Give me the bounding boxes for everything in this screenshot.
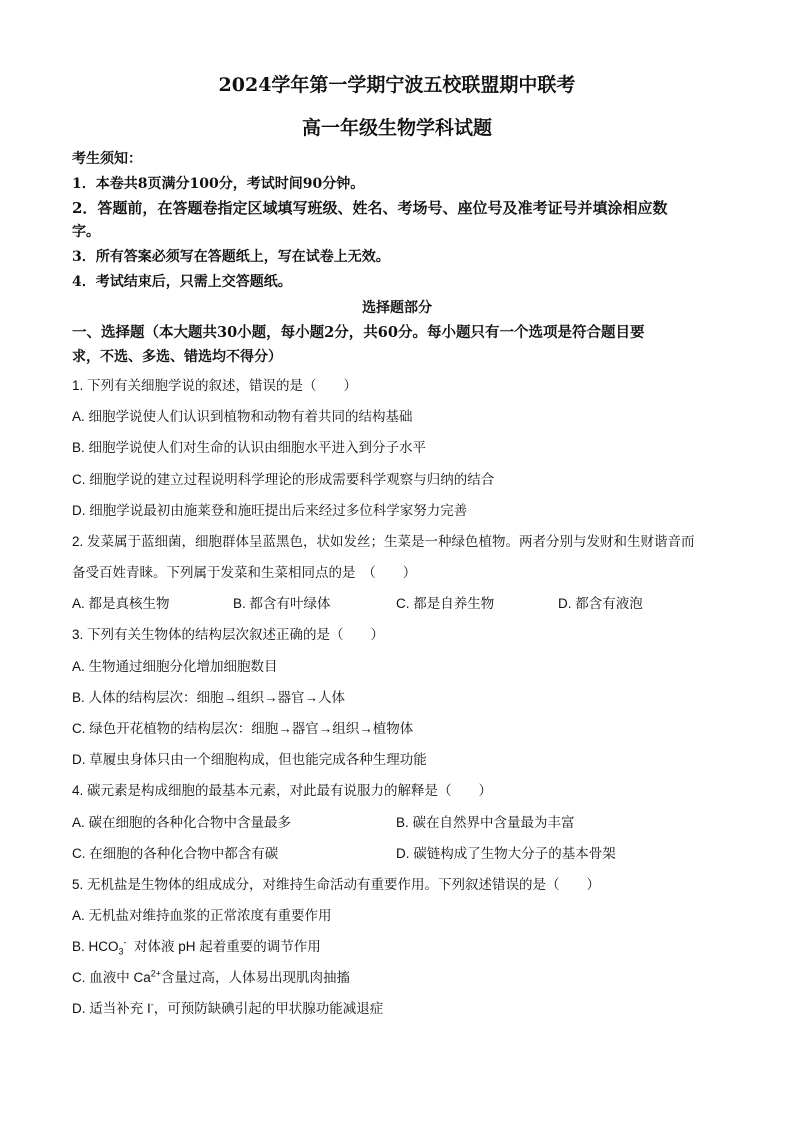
question-2-option-b: B. 都含有叶绿体 bbox=[233, 596, 331, 611]
question-4-stem: 4. 碳元素是构成细胞的最基本元素，对此最有说服力的解释是（ ） bbox=[72, 783, 493, 798]
question-1-stem: 1. 下列有关细胞学说的叙述，错误的是（ ） bbox=[72, 378, 358, 393]
question-5-option-b-subscript: 3 bbox=[118, 946, 124, 957]
question-5-option-c-superscript: 2+ bbox=[150, 968, 162, 979]
question-3-option-b: B. 人体的结构层次：细胞→组织→器官→人体 bbox=[72, 690, 346, 705]
exam-subtitle: 高一年级生物学科试题 bbox=[301, 117, 492, 139]
question-5-option-b bbox=[72, 935, 321, 957]
question-2-option-c: C. 都是自养生物 bbox=[396, 596, 495, 611]
question-1-option-a: A. 细胞学说使人们认识到植物和动物有着共同的结构基础 bbox=[72, 409, 413, 424]
question-5-option-c bbox=[72, 966, 350, 986]
question-2-option-a: A. 都是真核生物 bbox=[72, 596, 170, 611]
question-4-option-d: D. 碳链构成了生物大分子的基本骨架 bbox=[396, 846, 616, 861]
section-instruction-2: 求，不选、多选、错选均不得分） bbox=[72, 349, 282, 365]
notice-item-4: 4．考试结束后，只需上交答题纸。 bbox=[72, 274, 292, 290]
question-5-option-d-superscript: - bbox=[150, 999, 154, 1010]
question-1-option-d: D. 细胞学说最初由施莱登和施旺提出后来经过多位科学家努力完善 bbox=[72, 503, 468, 518]
question-1-option-c: C. 细胞学说的建立过程说明科学理论的形成需要科学观察与归纳的结合 bbox=[72, 472, 495, 487]
section-instruction-1: 一、选择题（本大题共30小题，每小题2分，共60分。每小题只有一个选项是符合题目要 bbox=[72, 324, 645, 341]
question-3-stem: 3. 下列有关生物体的结构层次叙述正确的是（ ） bbox=[72, 627, 385, 642]
question-5-option-c-text: 含量过高，人体易出现肌肉抽搐 bbox=[161, 970, 351, 985]
question-4-option-c: C. 在细胞的各种化合物中都含有碳 bbox=[72, 846, 279, 861]
question-5-option-d bbox=[72, 997, 383, 1017]
question-3-option-a: A. 生物通过细胞分化增加细胞数目 bbox=[72, 659, 278, 674]
question-5-option-d-prefix: D. 适当补充 I bbox=[72, 1001, 151, 1016]
question-3-option-d: D. 草履虫身体只由一个细胞构成，但也能完成各种生理功能 bbox=[72, 752, 427, 767]
exam-title: 2024学年第一学期宁波五校联盟期中联考 bbox=[218, 74, 576, 96]
question-5-option-d-text: ，可预防缺碘引起的甲状腺功能减退症 bbox=[153, 1001, 384, 1016]
question-5-option-a: A. 无机盐对维持血浆的正常浓度有重要作用 bbox=[72, 908, 332, 923]
question-1-option-b: B. 细胞学说使人们对生命的认识由细胞水平进入到分子水平 bbox=[72, 440, 427, 455]
section-title: 选择题部分 bbox=[362, 300, 432, 316]
question-3-option-c: C. 绿色开花植物的结构层次：细胞→器官→组织→植物体 bbox=[72, 721, 414, 736]
notice-item-3: 3．所有答案必须写在答题纸上，写在试卷上无效。 bbox=[72, 249, 390, 265]
question-2-stem-line-2: 备受百姓青睐。下列属于发菜和生菜相同点的是 （ ） bbox=[72, 565, 417, 580]
question-5-option-b-superscript: - bbox=[123, 937, 127, 948]
question-2-option-d: D. 都含有液泡 bbox=[558, 596, 643, 611]
notice-item-2: 2．答题前，在答题卷指定区域填写班级、姓名、考场号、座位号及准考证号并填涂相应数 bbox=[72, 199, 668, 217]
notice-heading: 考生须知： bbox=[72, 151, 142, 167]
notice-item-2-cont: 字。 bbox=[72, 224, 100, 240]
question-5-option-b-text: 对体液 pH 起着重要的调节作用 bbox=[126, 939, 321, 954]
question-2-stem-line-1: 2. 发菜属于蓝细菌，细胞群体呈蓝黑色，状如发丝；生菜是一种绿色植物。两者分别与发财和生财谐音而 bbox=[72, 534, 695, 549]
notice-item-1: 1．本卷共8页满分100分，考试时间90分钟。 bbox=[72, 176, 365, 192]
question-5-option-b-prefix: B. HCO bbox=[72, 939, 119, 954]
question-5-stem: 5. 无机盐是生物体的组成成分，对维持生命活动有重要作用。下列叙述错误的是（ ） bbox=[72, 877, 601, 892]
question-4-option-b: B. 碳在自然界中含量最为丰富 bbox=[396, 815, 575, 830]
question-4-option-a: A. 碳在细胞的各种化合物中含量最多 bbox=[72, 815, 292, 830]
question-5-option-c-prefix: C. 血液中 Ca bbox=[72, 970, 151, 985]
